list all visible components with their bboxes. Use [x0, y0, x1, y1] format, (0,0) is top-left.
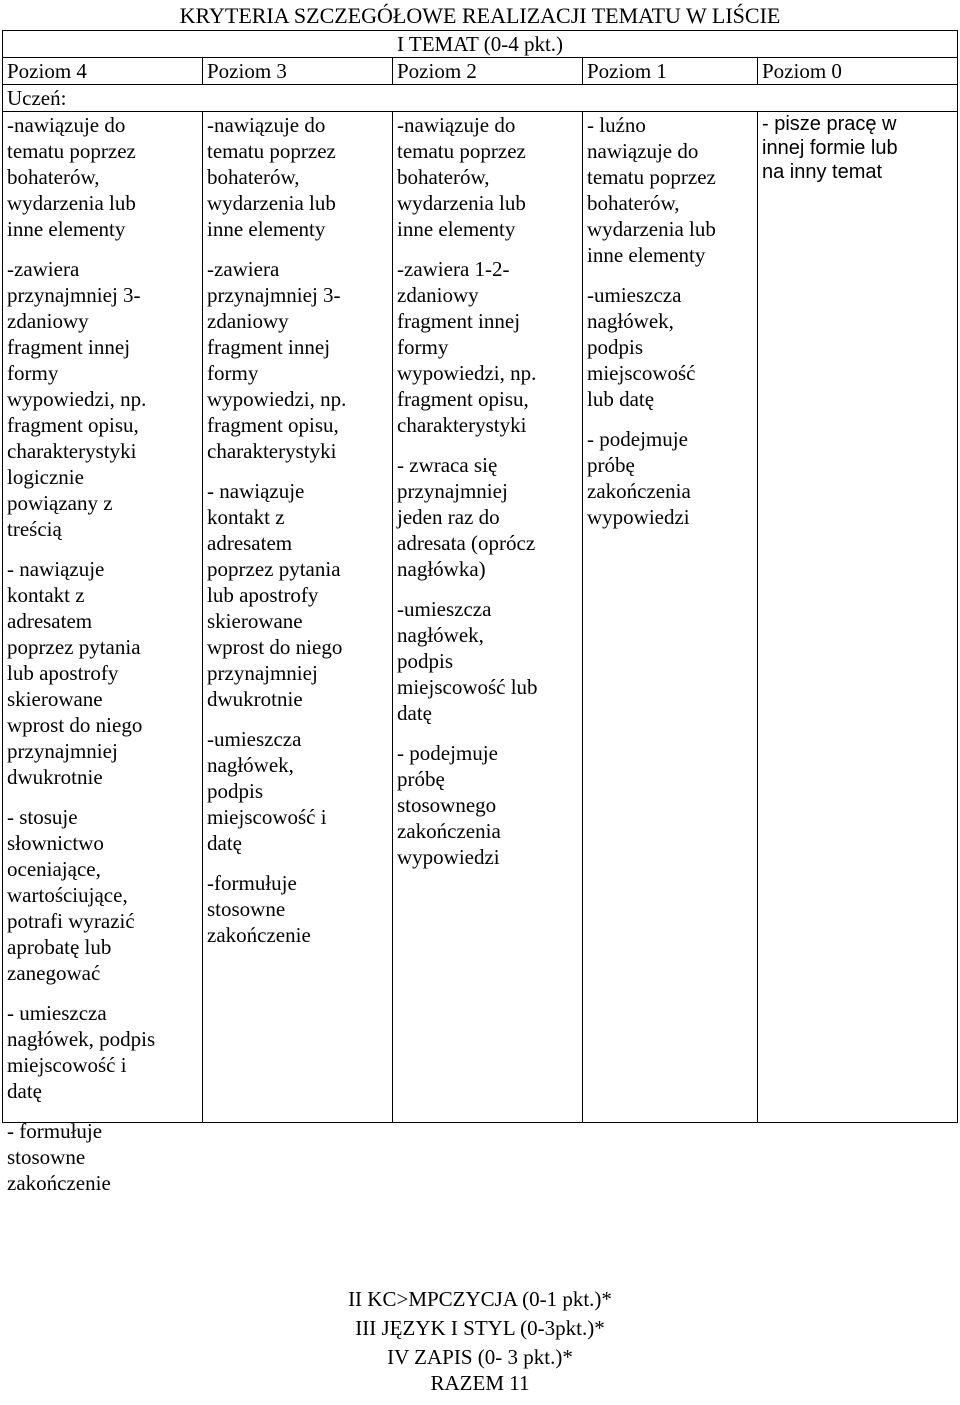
- criterion-line: wydarzenia lub: [587, 217, 716, 241]
- criterion-line: miejscowość: [587, 361, 696, 385]
- level-4-criteria: [3, 112, 203, 1195]
- criterion-line: wypowiedzi, np.: [207, 387, 347, 411]
- level-4-header: Poziom 4: [3, 58, 203, 85]
- criterion-line: wypowiedzi, np.: [7, 387, 147, 411]
- criterion-line: wydarzenia lub: [397, 191, 526, 215]
- criterion-block: [587, 426, 753, 530]
- criterion-block: [397, 596, 578, 726]
- criterion-line: wypowiedzi, np.: [397, 361, 537, 385]
- criterion-line: formy: [397, 335, 449, 359]
- level-2-header: Poziom 2: [393, 58, 583, 85]
- criterion-line: zakończenie: [7, 1171, 111, 1195]
- criterion-line: skierowane: [207, 609, 303, 633]
- criterion-line: - zwraca się: [397, 453, 498, 477]
- criterion-line: -nawiązuje do: [7, 113, 126, 137]
- criterion-line: wprost do niego: [207, 635, 343, 659]
- criterion-line: -zawiera 1-2-: [397, 257, 510, 281]
- criterion-line: zanegować: [7, 961, 101, 985]
- criterion-block: [207, 112, 388, 242]
- criterion-line: - formułuje: [7, 1119, 103, 1143]
- criterion-line: poprzez pytania: [7, 635, 141, 659]
- criterion-line: -formułuje: [207, 871, 297, 895]
- criterion-block: [7, 804, 198, 986]
- level-3-criteria: [203, 112, 393, 1123]
- criterion-line: podpis: [587, 335, 644, 359]
- criterion-line: bohaterów,: [587, 191, 680, 215]
- criterion-line: bohaterów,: [7, 165, 100, 189]
- criterion-line: -umieszcza: [207, 727, 302, 751]
- criterion-line: dwukrotnie: [207, 687, 303, 711]
- criterion-line: charakterystyki: [207, 439, 337, 463]
- criterion-line: podpis: [397, 649, 454, 673]
- criterion-line: lub apostrofy: [207, 583, 319, 607]
- criterion-line: wypowiedzi: [397, 845, 500, 869]
- criterion-line: nawiązuje do: [587, 139, 699, 163]
- criterion-line: wydarzenia lub: [207, 191, 336, 215]
- criterion-line: zakończenia: [587, 479, 691, 503]
- criterion-line: innej formie lub: [762, 137, 898, 159]
- criteria-row: [3, 112, 958, 1123]
- criterion-block: [7, 112, 198, 242]
- criterion-line: nagłówek, podpis: [7, 1027, 156, 1051]
- criterion-line: inne elementy: [207, 217, 326, 241]
- criterion-line: bohaterów,: [207, 165, 300, 189]
- criterion-block: [587, 282, 753, 412]
- criterion-line: - luźno: [587, 113, 646, 137]
- criterion-block: [7, 1118, 198, 1196]
- footer-composition: II KC>MPCZYCJA (0-1 pkt.)*: [348, 1287, 612, 1311]
- criterion-block: [207, 870, 388, 948]
- criterion-line: adresatem: [207, 531, 293, 555]
- level-0-header: Poziom 0: [758, 58, 958, 85]
- criterion-line: lub datę: [587, 387, 655, 411]
- criterion-block: [762, 112, 953, 184]
- criterion-line: słownictwo: [7, 831, 104, 855]
- criterion-line: - umieszcza: [7, 1001, 107, 1025]
- criterion-line: adresata (oprócz: [397, 531, 536, 555]
- criterion-line: skierowane: [7, 687, 103, 711]
- criterion-line: potrafi wyrazić: [7, 909, 135, 933]
- criterion-line: stosowne: [207, 897, 286, 921]
- criterion-line: przynajmniej: [207, 661, 318, 685]
- criterion-line: lub apostrofy: [7, 661, 119, 685]
- criterion-line: tematu poprzez: [207, 139, 336, 163]
- criterion-line: oceniające,: [7, 857, 101, 881]
- criterion-block: [397, 256, 578, 438]
- criterion-block: [207, 478, 388, 712]
- footer-language-style: III JĘZYK I STYL (0-3pkt.)*: [355, 1316, 605, 1340]
- criterion-line: przynajmniej: [7, 739, 118, 763]
- criterion-line: wydarzenia lub: [7, 191, 136, 215]
- criterion-line: zdaniowy: [7, 309, 89, 333]
- criterion-block: [207, 256, 388, 464]
- criterion-line: wartościujące,: [7, 883, 128, 907]
- criterion-line: -nawiązuje do: [397, 113, 516, 137]
- criterion-block: [587, 112, 753, 268]
- criterion-line: fragment innej: [397, 309, 521, 333]
- criterion-line: wprost do niego: [7, 713, 143, 737]
- criterion-line: fragment opisu,: [397, 387, 529, 411]
- level-2-criteria: [393, 112, 583, 1123]
- criterion-line: logicznie: [7, 465, 84, 489]
- criteria-table: [2, 30, 958, 1195]
- criterion-line: nagłówka): [397, 557, 486, 581]
- section-title: I TEMAT (0-4 pkt.): [3, 31, 958, 58]
- criterion-line: bohaterów,: [397, 165, 490, 189]
- criterion-line: tematu poprzez: [587, 165, 716, 189]
- criterion-line: datę: [7, 1079, 42, 1103]
- criterion-line: fragment opisu,: [7, 413, 139, 437]
- criterion-line: fragment innej: [7, 335, 131, 359]
- criterion-line: miejscowość i: [207, 805, 327, 829]
- criterion-line: stosownego: [397, 793, 497, 817]
- criterion-line: formy: [207, 361, 259, 385]
- criterion-line: dwukrotnie: [7, 765, 103, 789]
- criterion-line: -umieszcza: [587, 283, 682, 307]
- criterion-line: stosowne: [7, 1145, 86, 1169]
- criterion-block: [7, 556, 198, 790]
- criterion-line: powiązany z: [7, 491, 113, 515]
- criterion-line: przynajmniej: [397, 479, 508, 503]
- criterion-line: formy: [7, 361, 59, 385]
- criterion-block: [207, 726, 388, 856]
- level-1-header: Poziom 1: [583, 58, 758, 85]
- level-3-header: Poziom 3: [203, 58, 393, 85]
- criterion-line: - pisze pracę w: [762, 113, 897, 135]
- criterion-block: [397, 452, 578, 582]
- criterion-line: miejscowość i: [7, 1053, 127, 1077]
- criterion-line: zakończenia: [397, 819, 501, 843]
- criterion-line: charakterystyki: [397, 413, 527, 437]
- criterion-line: kontakt z: [207, 505, 285, 529]
- student-label: Uczeń:: [3, 85, 958, 112]
- criterion-line: datę: [207, 831, 242, 855]
- criterion-line: inne elementy: [7, 217, 126, 241]
- criterion-line: kontakt z: [7, 583, 85, 607]
- criterion-line: wypowiedzi: [587, 505, 690, 529]
- criterion-line: podpis: [207, 779, 264, 803]
- criterion-line: jeden raz do: [397, 505, 500, 529]
- criterion-line: próbę: [587, 453, 635, 477]
- criterion-line: nagłówek,: [397, 623, 484, 647]
- criterion-line: - nawiązuje: [7, 557, 105, 581]
- criterion-line: adresatem: [7, 609, 93, 633]
- criterion-line: nagłówek,: [207, 753, 294, 777]
- criterion-line: przynajmniej 3-: [7, 283, 141, 307]
- criterion-line: tematu poprzez: [397, 139, 526, 163]
- criterion-line: poprzez pytania: [207, 557, 341, 581]
- criterion-block: [397, 112, 578, 242]
- criterion-line: - stosuje: [7, 805, 78, 829]
- criterion-line: zdaniowy: [207, 309, 289, 333]
- criterion-line: datę: [397, 701, 432, 725]
- criterion-line: -zawiera: [7, 257, 80, 281]
- criterion-line: przynajmniej 3-: [207, 283, 341, 307]
- criterion-line: aprobatę lub: [7, 935, 112, 959]
- criterion-line: zakończenie: [207, 923, 311, 947]
- criterion-line: zdaniowy: [397, 283, 479, 307]
- criterion-line: inne elementy: [397, 217, 516, 241]
- criterion-line: -umieszcza: [397, 597, 492, 621]
- level-1-criteria: [583, 112, 758, 1123]
- criterion-line: na inny temat: [762, 161, 883, 183]
- page-title: KRYTERIA SZCZEGÓŁOWE REALIZACJI TEMATU W LIŚCIE: [179, 3, 781, 28]
- criterion-line: fragment innej: [207, 335, 331, 359]
- level-header-row: [3, 58, 958, 85]
- footer-total: RAZEM 11: [430, 1371, 530, 1395]
- criterion-line: - podejmuje: [397, 741, 498, 765]
- criterion-line: nagłówek,: [587, 309, 674, 333]
- criterion-line: charakterystyki: [7, 439, 137, 463]
- footer-notation: IV ZAPIS (0- 3 pkt.)*: [387, 1345, 573, 1369]
- criterion-block: [7, 256, 198, 542]
- level-0-criteria: [758, 112, 958, 1123]
- criterion-line: próbę: [397, 767, 445, 791]
- criterion-line: treścią: [7, 517, 62, 541]
- criterion-line: miejscowość lub: [397, 675, 538, 699]
- criterion-block: [7, 1000, 198, 1104]
- criterion-line: inne elementy: [587, 243, 706, 267]
- criterion-line: - nawiązuje: [207, 479, 305, 503]
- criterion-line: fragment opisu,: [207, 413, 339, 437]
- criterion-line: -zawiera: [207, 257, 280, 281]
- criterion-block: [397, 740, 578, 870]
- criterion-line: tematu poprzez: [7, 139, 136, 163]
- criterion-line: - podejmuje: [587, 427, 688, 451]
- criterion-line: -nawiązuje do: [207, 113, 326, 137]
